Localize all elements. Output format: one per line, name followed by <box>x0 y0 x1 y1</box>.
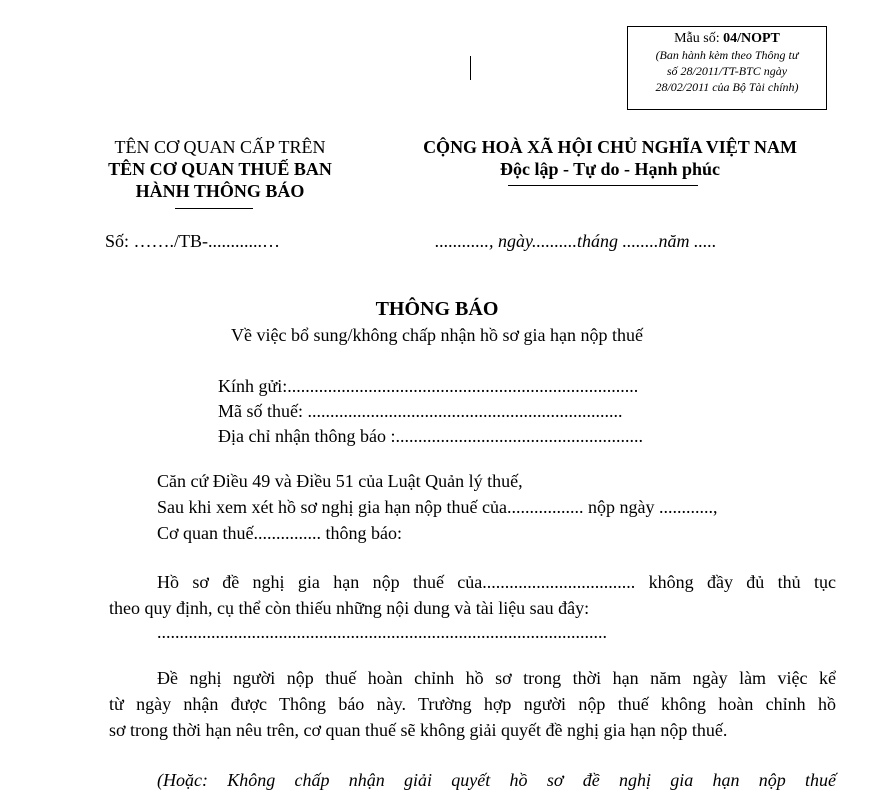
parent-agency: TÊN CƠ QUAN CẤP TRÊN <box>114 137 326 157</box>
request-line-1: Đề nghị người nộp thuế hoàn chỉnh hồ sơ trong thời hạn năm ngày làm việc kể <box>157 668 836 688</box>
missing-docs-paragraph <box>109 569 836 621</box>
form-code-value: 04/NOPT <box>723 31 780 46</box>
form-note-line-1: (Ban hành kèm theo Thông tư <box>655 48 799 62</box>
doc-title: THÔNG BÁO <box>375 298 499 320</box>
missing-line-1: Hồ sơ đề nghị gia hạn nộp thuế của.................................. không đầy đủ thủ tục <box>157 572 836 592</box>
recipient-to: Kính gửi:.............................................................................. <box>218 376 639 396</box>
agency-name-line-2: HÀNH THÔNG BÁO <box>135 181 305 201</box>
form-number-box <box>627 26 827 110</box>
agency-underline <box>175 208 253 209</box>
form-note-line-3: 28/02/2011 của Bộ Tài chính) <box>655 80 799 94</box>
basis-line-1: Căn cứ Điều 49 và Điều 51 của Luật Quản lý thuế, <box>157 471 523 491</box>
recipient-address: Địa chỉ nhận thông báo :....................................................... <box>218 426 643 446</box>
recipient-tax-code: Mã số thuế: ...................................................................... <box>218 401 623 421</box>
form-note-line-2: số 28/2011/TT-BTC ngày <box>666 64 788 78</box>
basis-line-3: Cơ quan thuế............... thông báo: <box>157 523 402 543</box>
national-title: CỘNG HOÀ XÃ HỘI CHỦ NGHĨA VIỆT NAM <box>423 137 797 157</box>
agency-header <box>50 136 390 202</box>
form-code <box>628 31 826 47</box>
request-line-2: từ ngày nhận được Thông báo này. Trường hợp người nộp thuế không hoàn chỉnh hồ <box>109 694 836 714</box>
missing-line-2: theo quy định, cụ thể còn thiếu những nội dung và tài liệu sau đây: <box>109 598 590 618</box>
form-code-label: Mẫu số: <box>674 31 724 46</box>
basis-line-2: Sau khi xem xét hồ sơ nghị gia hạn nộp thuế của................. nộp ngày ............, <box>157 497 718 517</box>
motto-underline <box>508 185 698 186</box>
agency-name-line-1: TÊN CƠ QUAN THUẾ BAN <box>108 159 332 179</box>
alternative-paragraph <box>109 767 836 793</box>
request-paragraph <box>109 665 836 743</box>
doc-subtitle: Về việc bổ sung/không chấp nhận hồ sơ gia hạn nộp thuế <box>231 325 643 345</box>
document-number: Số: ……./TB-............… <box>105 231 281 251</box>
national-header <box>380 136 840 180</box>
missing-line-3: .................................................................................................... <box>157 622 607 642</box>
national-motto: Độc lập - Tự do - Hạnh phúc <box>499 159 721 179</box>
alternative-line-1: (Hoặc: Không chấp nhận giải quyết hồ sơ đề nghị gia hạn nộp thuế <box>157 770 836 790</box>
text-cursor <box>470 56 471 80</box>
document-date: ............, ngày..........tháng ........năm ..... <box>435 231 717 251</box>
request-line-3: sơ trong thời hạn nêu trên, cơ quan thuế sẽ không giải quyết đề nghị gia hạn nộp thuế. <box>109 720 728 740</box>
